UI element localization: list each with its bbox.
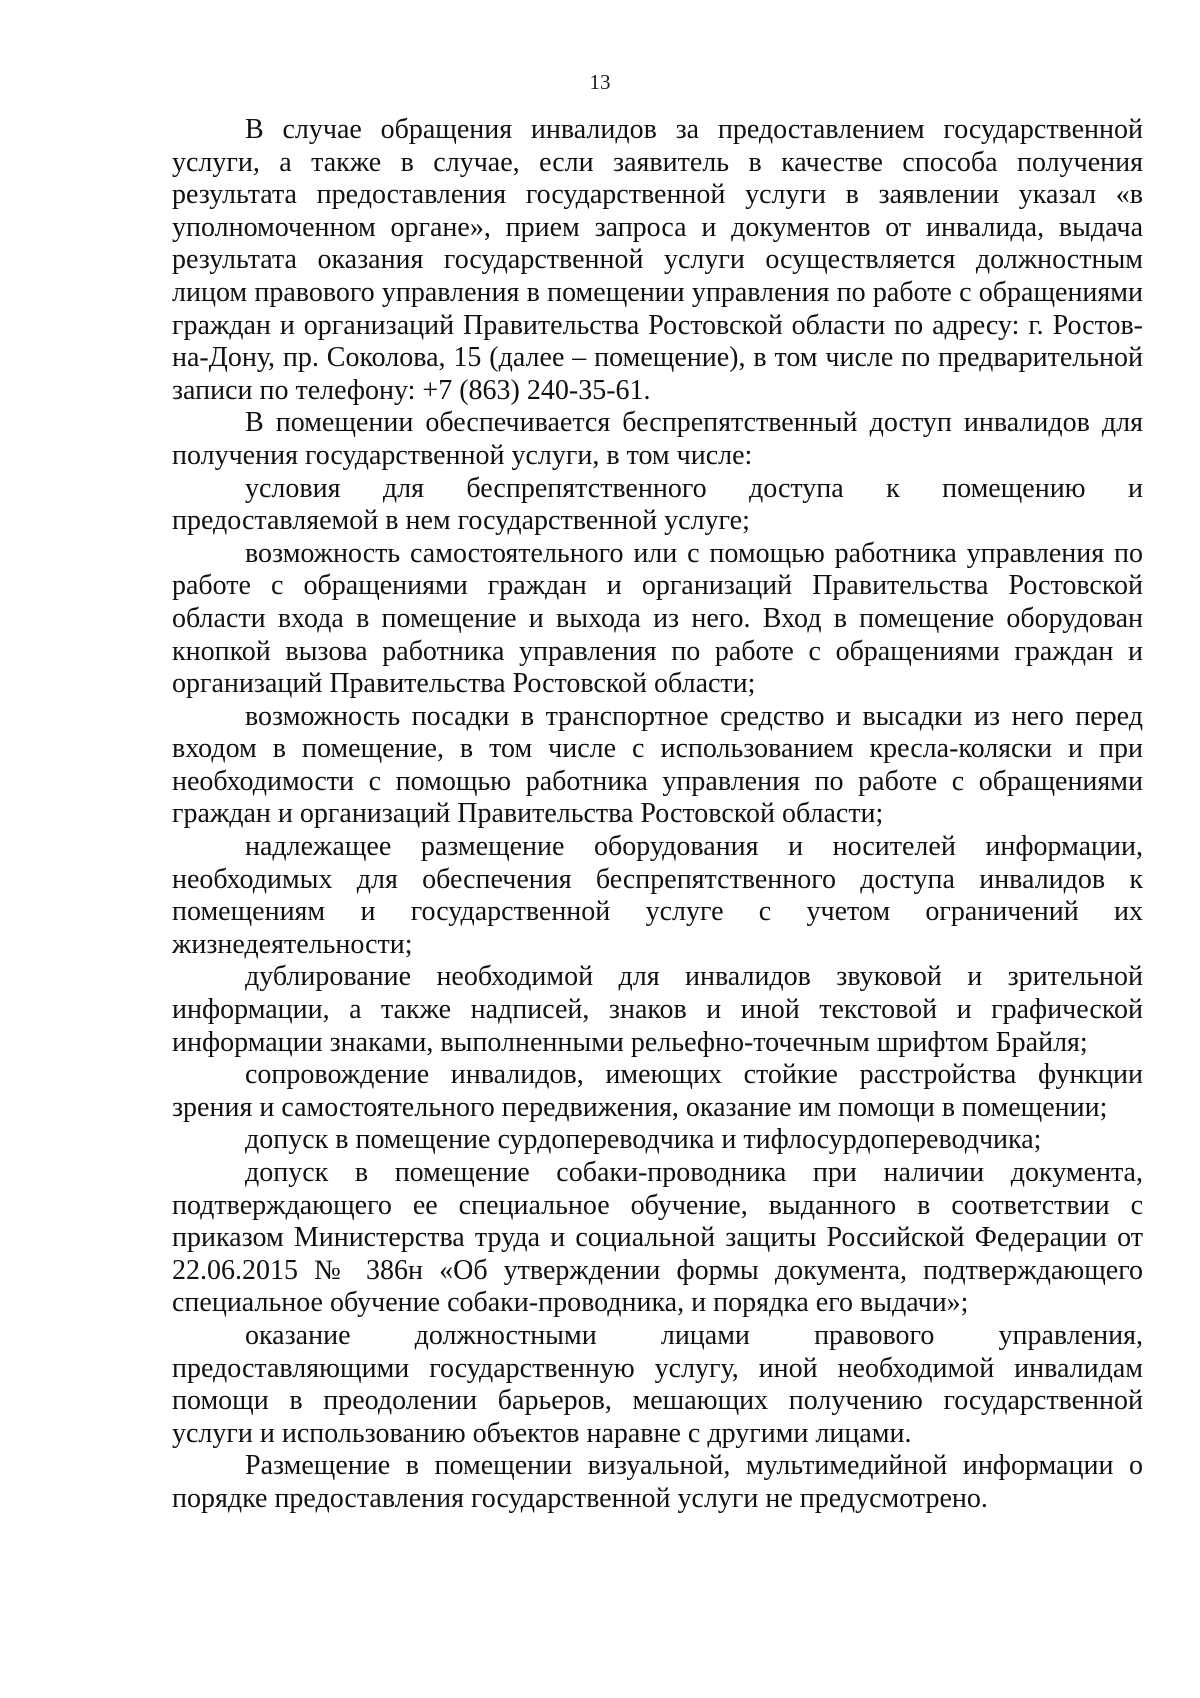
paragraph-staff-assistance: оказание должностными лицами правового управления, предоставляющими государственную услугу, иной необходимой инвалидам помощи в преодолении барьеров, мешающих получению государственной услуги и использованию объектов наравне с другими лицами. <box>172 1319 1143 1449</box>
document-body <box>172 114 1143 1516</box>
paragraph-access-conditions: условия для беспрепятственного доступа к помещению и предоставляемой в нем государственной услуге; <box>172 472 1143 537</box>
paragraph-entry-exit: возможность самостоятельного или с помощью работника управления по работе с обращениями граждан и организаций Правительства Ростовской области входа в помещение и выхода из него. Вход в помещение оборудован кнопкой вызова работника управления по работе с обращениями граждан и организаций Правительства Ростовской области; <box>172 537 1143 700</box>
page-number: 13 <box>589 70 611 94</box>
paragraph-guide-dog: допуск в помещение собаки-проводника при наличии документа, подтверждающего ее специальное обучение, выданного в соответствии с приказом Министерства труда и социальной защиты Российской Федерации от 22.06.2015 № 386н «Об утверждении формы документа, подтверждающего специальное обучение собаки-проводника, и порядка его выдачи»; <box>172 1157 1143 1319</box>
paragraph-multimedia-info: Размещение в помещении визуальной, мультимедийной информации о порядке предоставления государственной услуги не предусмотрено. <box>172 1450 1143 1514</box>
paragraph-escort: сопровождение инвалидов, имеющих стойкие расстройства функции зрения и самостоятельного передвижения, оказание им помощи в помещении; <box>172 1059 1143 1123</box>
paragraph-braille-duplication: дублирование необходимой для инвалидов звуковой и зрительной информации, а также надписей, знаков и иной текстовой и графической информации знаками, выполненными рельефно-точечным шрифтом Брайля; <box>172 961 1143 1058</box>
paragraph-sign-interpreter: допуск в помещение сурдопереводчика и тифлосурдопереводчика; <box>245 1124 1042 1156</box>
paragraph-service-for-disabled: В случае обращения инвалидов за предоставлением государственной услуги, а также в случае, если заявитель в качестве способа получения результата предоставления государственной услуги в заявлении указал «в уполномоченном органе», прием запроса и документов от инвалида, выдача результата оказания государственной услуги осуществляется должностным лицом правового управления в помещении управления по работе с обращениями граждан и организаций Правительства Ростовской области по адресу: г. Ростов-на-Дону, пр. Соколова, 15 (далее – помещение), в том числе по предварительной записи по телефону: +7 (863) 240-35-61. <box>172 114 1143 406</box>
paragraph-vehicle-boarding: возможность посадки в транспортное средство и высадки из него перед входом в помещение, в том числе с использованием кресла-коляски и при необходимости с помощью работника управления по работе с обращениями граждан и организаций Правительства Ростовской области; <box>172 700 1143 830</box>
paragraph-unobstructed-access: В помещении обеспечивается беспрепятственный доступ инвалидов для получения государственной услуги, в том числе: <box>172 407 1143 471</box>
paragraph-equipment-placement: надлежащее размещение оборудования и носителей информации, необходимых для обеспечения беспрепятственного доступа инвалидов к помещениям и государственной услуге с учетом ограничений их жизнедеятельности; <box>172 831 1143 960</box>
